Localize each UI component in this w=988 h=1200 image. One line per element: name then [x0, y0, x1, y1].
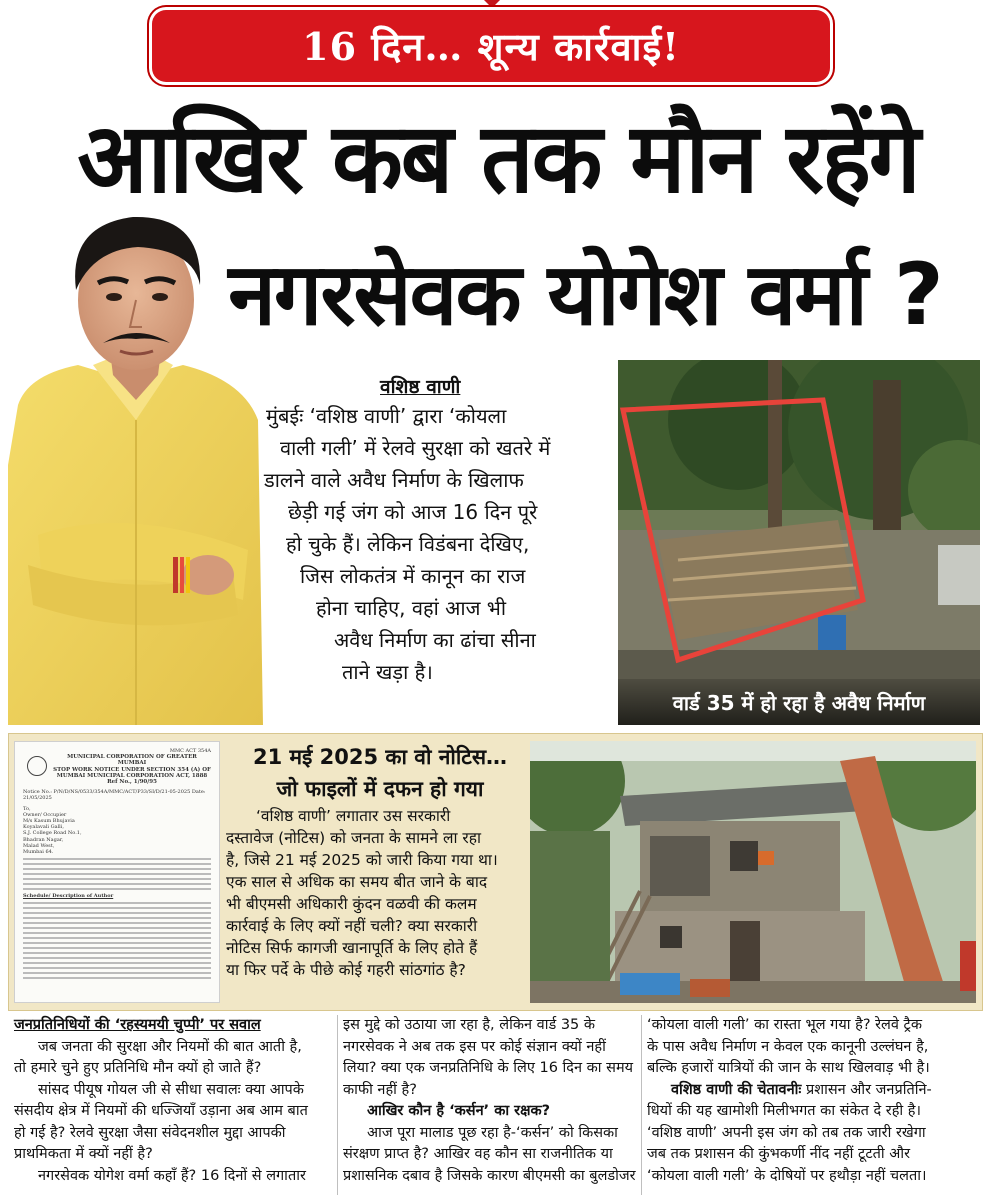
- column-line: नगरसेवक योगेश वर्मा कहाँ हैं? 16 दिनों से लगातार: [38, 1167, 306, 1184]
- headline-line-1: आखिर कब तक मौन रहेंगे: [77, 102, 919, 215]
- column-line: जब तक प्रशासन की कुंभकर्णी नींद नहीं टूटती और: [647, 1146, 911, 1162]
- portrait-image: [8, 205, 263, 725]
- notice-to: M/s Kasum Bhujavia: [23, 818, 75, 825]
- lead-line: ताने खड़ा है।: [342, 660, 433, 684]
- lead-line: मुंबईः ‘वशिष्ठ वाणी’ द्वारा ‘कोयला: [266, 404, 507, 428]
- notice-document-image: [14, 741, 220, 1003]
- column-line: सांसद पीयूष गोयल जी से सीधा सवालः क्या आपके: [38, 1081, 304, 1098]
- column-line: तो हमारे चुने हुए प्रतिनिधि मौन क्यों हो जाते हैं?: [14, 1060, 262, 1076]
- notice-to: Mumbai 64.: [23, 849, 54, 856]
- lead-line: छेड़ी गई जंग को आज 16 दिन पूरे: [288, 500, 538, 524]
- column-line: आज पूरा मालाड पूछ रहा है-‘कर्सन’ को किसका: [367, 1124, 618, 1141]
- lead-line: हो चुके हैं। लेकिन विडंबना देखिए,: [286, 532, 530, 556]
- construction-photo: [618, 360, 980, 725]
- lead-line: होना चाहिए, वहां आज भी: [316, 596, 507, 620]
- column-line: धियों की यह खामोशी मिलीभगत का संकेत दे रही है।: [647, 1103, 921, 1119]
- column-3: [647, 1015, 982, 1187]
- column-line: बल्कि हजारों यात्रियों की जान के साथ खिलवाड़ भी है।: [647, 1060, 930, 1076]
- banner: [152, 10, 830, 82]
- column-heading: आखिर कौन है ‘कर्सन’ का रक्षक?: [367, 1103, 551, 1119]
- notice-top-right: MMC ACT 354A: [169, 748, 211, 754]
- column-line: इस मुद्दे को उठाया जा रहा है, लेकिन वार्ड 35 के: [343, 1017, 596, 1033]
- column-line: ‘वशिष्ठ वाणी’ अपनी इस जंग को तब तक जारी रखेगा: [647, 1124, 926, 1141]
- notice-org: MUNICIPAL CORPORATION OF GREATER MUMBAI: [67, 754, 197, 767]
- photo-caption: वार्ड 35 में हो रहा है अवैध निर्माण: [618, 679, 980, 725]
- lead-paragraph: [250, 400, 620, 688]
- notice-to: Owner/ Occupier: [23, 811, 67, 818]
- column-line: प्राथमिकता में क्यों नहीं है?: [14, 1146, 153, 1162]
- warning-rest: प्रशासन और जनप्रतिनि-: [801, 1081, 932, 1098]
- column-1: [14, 1015, 332, 1187]
- column-2: [343, 1015, 643, 1187]
- notice-to: To,: [23, 805, 31, 812]
- headline-line-2: नगरसेवक योगेश वर्मा ?: [228, 245, 942, 345]
- lead-line: अवैध निर्माण का ढांचा सीना: [334, 628, 536, 652]
- notice-to: Bhadran Nagar,: [23, 836, 64, 843]
- lead-line: जिस लोकतंत्र में कानून का राज: [300, 564, 526, 588]
- subheading-notice-date: 21 मई 2025 का वो नोटिस…: [252, 745, 508, 769]
- notice-paragraph: [226, 805, 532, 981]
- notice-to: Malad West,: [23, 842, 55, 849]
- column-line: लिया? क्या एक जनप्रतिनिधि के लिए 16 दिन का समय: [343, 1060, 634, 1076]
- para-line: ‘वशिष्ठ वाणी’ लगातार उस सरकारी: [256, 807, 451, 825]
- subheading-buried: जो फाइलों में दफन हो गया: [276, 777, 484, 801]
- column-line: के पास अवैध निर्माण न केवल एक कानूनी उल्लंघन है,: [647, 1038, 929, 1055]
- warning-line: [647, 1080, 982, 1102]
- column-line: हो गई है? रेलवे सुरक्षा जैसा संवेदनशील मुद्दा आपकी: [14, 1124, 286, 1141]
- notice-schedule: Schedule/ Description of Author: [23, 893, 114, 900]
- column-line: ‘कोयला वाली गली’ का रास्ता भूल गया है? रेलवे ट्रैक: [647, 1017, 922, 1033]
- column-heading: जनप्रतिनिधियों की ‘रहस्यमयी चुप्पी’ पर सवाल: [14, 1017, 261, 1033]
- lead-line: डालने वाले अवैध निर्माण के खिलाफ: [264, 468, 524, 492]
- notice-to: Koyalavali Galli,: [23, 824, 64, 831]
- column-line: जब जनता की सुरक्षा और नियमों की बात आती है,: [38, 1038, 302, 1055]
- para-line: या फिर पर्दे के पीछे कोई गहरी सांठगांठ है?: [226, 961, 466, 979]
- para-line: है, जिसे 21 मई 2025 को जारी किया गया था।: [226, 851, 498, 869]
- para-line: नोटिस सिर्फ कागजी खानापूर्ति के लिए होते हैं: [226, 939, 478, 957]
- building-photo: [530, 741, 976, 1003]
- column-line: संरक्षण प्राप्त है? आखिर वह कौन सा राजनीतिक या: [343, 1146, 613, 1162]
- lead-line: वाली गली’ में रेलवे सुरक्षा को खतरे में: [280, 436, 551, 460]
- column-divider: [337, 1015, 338, 1195]
- column-line: काफी नहीं है?: [343, 1081, 417, 1098]
- byline: वशिष्ठ वाणी: [380, 376, 461, 398]
- notice-act: MUMBAI MUNICIPAL CORPORATION ACT, 1888: [56, 772, 208, 779]
- warning-label: वशिष्ठ वाणी की चेतावनीः: [671, 1081, 802, 1098]
- chevron-down-icon: [484, 0, 500, 8]
- column-line: नगरसेवक ने अब तक इस पर कोई संज्ञान क्यों नहीं: [343, 1038, 606, 1055]
- column-line: संसदीय क्षेत्र में नियमों की धज्जियाँ उड़ाना अब आम बात: [14, 1103, 308, 1119]
- emblem-icon: [27, 756, 47, 776]
- column-line: ‘कोयला वाली गली’ के दोषियों पर हथौड़ा नहीं चलता।: [647, 1167, 927, 1184]
- para-line: एक साल से अधिक का समय बीत जाने के बाद: [226, 873, 488, 891]
- para-line: कार्रवाई के लिए क्यों नहीं चली? क्या सरकारी: [226, 917, 478, 935]
- banner-text: 16 दिन… शून्य कार्रवाई!: [302, 24, 680, 69]
- notice-ref: Ref No., 1/90/95: [107, 779, 157, 786]
- notice-number: Notice No.: P/N/D/NS/0533/354A/MMC/ACT/P33/SI/D/21-05-2025 Date: 21/05/2025: [23, 789, 206, 802]
- notice-title: STOP WORK NOTICE UNDER SECTION 354 (A) OF: [53, 766, 211, 773]
- notice-to: S.J. College Road No.1,: [23, 830, 82, 837]
- column-line: प्रशासनिक दबाव है जिसके कारण बीएमसी का बुलडोजर: [343, 1167, 636, 1184]
- para-line: भी बीएमसी अधिकारी कुंदन वळवी की कलम: [226, 895, 477, 913]
- para-line: दस्तावेज (नोटिस) को जनता के सामने ला रहा: [226, 829, 481, 847]
